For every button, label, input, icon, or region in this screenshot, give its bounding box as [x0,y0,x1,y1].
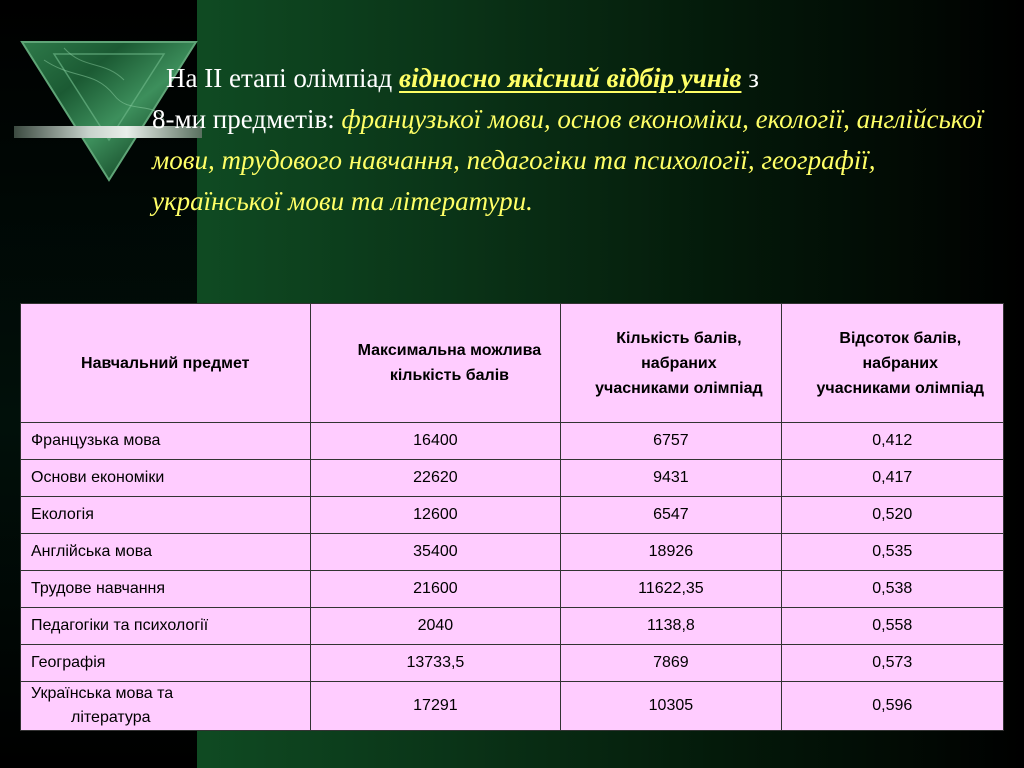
heading-subjects-list: французької мови, основ економіки, екології, англійської мови, трудового навчання, педагогіки та психології, географії, української мови та літератури. [152,104,984,216]
cell-max: 22620 [310,460,561,497]
cell-max: 13733,5 [310,645,561,682]
cell-percent: 0,535 [781,534,1003,571]
cell-points: 10305 [561,682,781,731]
cell-subject-line1: Українська мова та [31,685,174,702]
cell-subject [21,682,311,731]
cell-points: 18926 [561,534,781,571]
cell-points: 1138,8 [561,608,781,645]
cell-max: 17291 [310,682,561,731]
cell-percent: 0,417 [781,460,1003,497]
header-max-score-text: Максимальна можлива кількість балів [357,342,542,384]
cell-percent: 0,412 [781,423,1003,460]
heading-subjects-prefix: 8-ми предметів: [152,104,335,134]
table-row [21,534,1004,571]
cell-max: 12600 [310,497,561,534]
table-row [21,682,1004,731]
olympiad-results-table [20,303,1004,731]
cell-points: 7869 [561,645,781,682]
cell-points: 6757 [561,423,781,460]
cell-subject: Трудове навчання [21,571,311,608]
cell-subject: Екологія [21,497,311,534]
heading-intro: На II етапі олімпіад [166,63,393,93]
header-points-text: Кількість балів, набраних учасниками олімпіад [595,329,763,397]
cell-subject: Французька мова [21,423,311,460]
cell-points: 9431 [561,460,781,497]
cell-subject: Англійська мова [21,534,311,571]
cell-max: 16400 [310,423,561,460]
cell-max: 2040 [310,608,561,645]
table-header-row [21,304,1004,423]
heading-highlight: відносно якісний відбір учнів [399,63,742,93]
cell-subject-line2: література [71,709,151,726]
table-row [21,423,1004,460]
table-row [21,608,1004,645]
header-percent-text: Відсоток балів, набраних учасниками олімпіад [816,329,985,397]
cell-percent: 0,538 [781,571,1003,608]
header-subject: Навчальний предмет [21,304,311,423]
heading-connector: з [748,63,759,93]
slide-heading [152,58,1002,222]
header-points [561,304,781,423]
cell-max: 35400 [310,534,561,571]
header-max-score [310,304,561,423]
cell-subject: Географія [21,645,311,682]
cell-percent: 0,520 [781,497,1003,534]
cell-points: 11622,35 [561,571,781,608]
table-row [21,571,1004,608]
header-percent [781,304,1003,423]
cell-subject: Основи економіки [21,460,311,497]
table-row [21,460,1004,497]
cell-percent: 0,596 [781,682,1003,731]
cell-max: 21600 [310,571,561,608]
table-row [21,645,1004,682]
cell-subject: Педагогіки та психології [21,608,311,645]
cell-percent: 0,558 [781,608,1003,645]
cell-points: 6547 [561,497,781,534]
cell-percent: 0,573 [781,645,1003,682]
table-row [21,497,1004,534]
